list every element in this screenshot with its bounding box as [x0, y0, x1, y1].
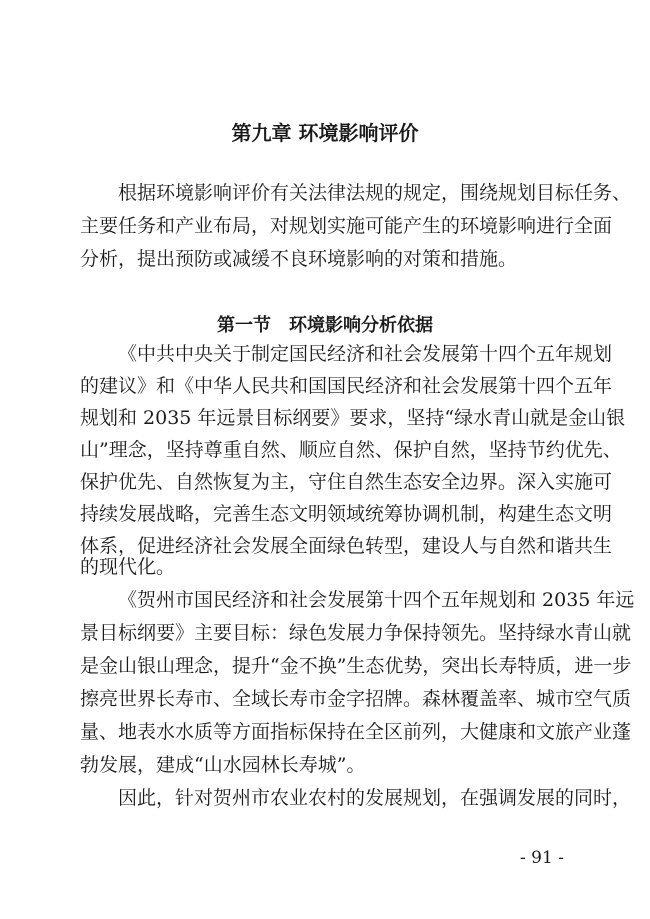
para2-line: 擦亮世界长寿市、全域长寿市金字招牌。森林覆盖率、城市空气质	[80, 688, 632, 710]
para2-line: 是金山银山理念，提升“金不换”生态优势，突出长寿特质，进一步	[80, 655, 632, 677]
para2-line: 勃发展，建成“山水园林长寿城”。	[80, 754, 366, 776]
para1-line: 的现代化。	[80, 556, 176, 578]
para1-line: 的建议》和《中华人民共和国国民经济和社会发展第十四个五年	[80, 375, 613, 397]
para1-line: 体系，促进经济社会发展全面绿色转型，建设人与自然和谐共生	[80, 535, 613, 557]
chapter-title: 第九章 环境影响评价	[231, 121, 419, 145]
para2-line: 景目标纲要》主要目标：绿色发展力争保持领先。坚持绿水青山就	[80, 622, 632, 644]
page-number: - 91 -	[520, 848, 564, 868]
para1-line: 《中共中央关于制定国民经济和社会发展第十四个五年规划	[118, 343, 613, 365]
para3-line: 因此，针对贺州市农业农村的发展规划，在强调发展的同时，	[118, 787, 632, 809]
intro-line: 分析，提出预防或减缓不良环境影响的对策和措施。	[80, 248, 518, 270]
para2-line: 量、地表水水质等方面指标保持在全区前列，大健康和文旅产业蓬	[80, 721, 632, 743]
intro-line: 主要任务和产业布局，对规划实施可能产生的环境影响进行全面	[80, 215, 613, 237]
para1-line: 规划和 2035 年远景目标纲要》要求，坚持“绿水青山就是金山银	[80, 407, 626, 429]
para1-line: 持续发展战略，完善生态文明领域统筹协调机制，构建生态文明	[80, 503, 613, 525]
section-title: 第一节 环境影响分析依据	[217, 315, 433, 336]
para1-line: 保护优先、自然恢复为主，守住自然生态安全边界。深入实施可	[80, 471, 613, 493]
para1-line: 山”理念，坚持尊重自然、顺应自然、保护自然，坚持节约优先、	[80, 439, 622, 461]
para2-line: 《贺州市国民经济和社会发展第十四个五年规划和 2035 年远	[118, 589, 635, 611]
intro-line: 根据环境影响评价有关法律法规的规定，围绕规划目标任务、	[118, 182, 632, 204]
